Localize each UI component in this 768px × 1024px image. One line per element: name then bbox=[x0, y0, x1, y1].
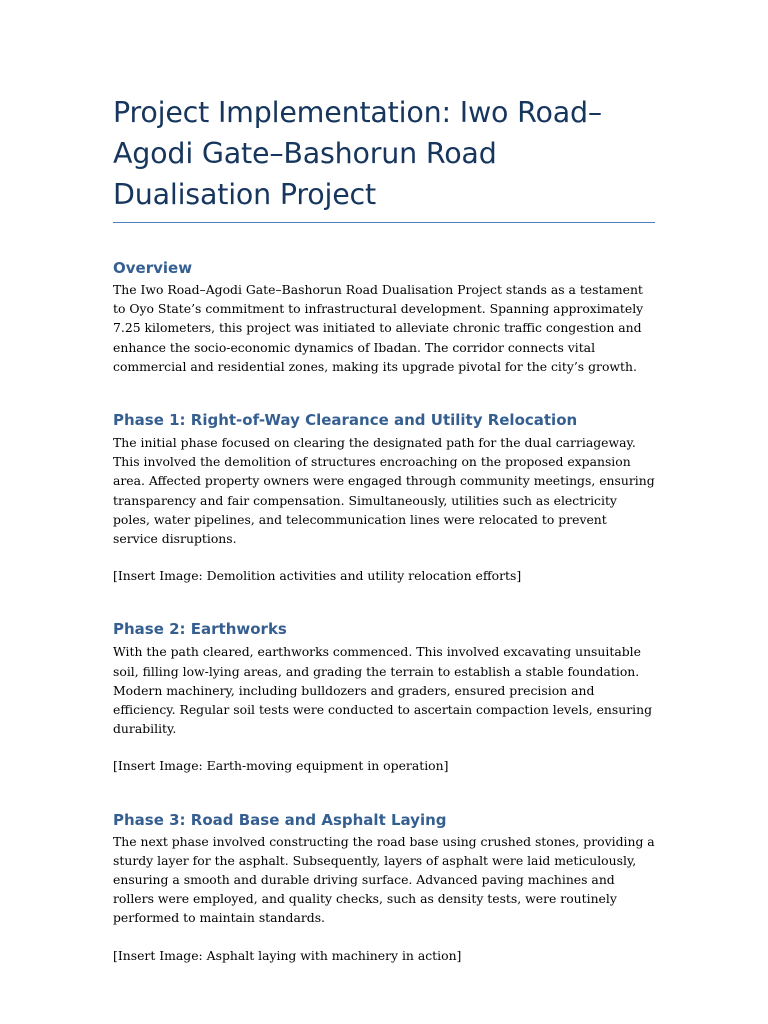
section-heading-overview: Overview bbox=[113, 259, 193, 277]
section-heading-phase-3: Phase 3: Road Base and Asphalt Laying bbox=[113, 810, 447, 829]
section-body-phase-1: The initial phase focused on clearing the designated path for the dual carriageway. This involved the demolition of structures encroaching on the proposed expansion area. Affected property owners were engaged through community meetings, ensuring transparency and fair compensation. Simultaneously, utilities such as electricity poles, water pipelines, and telecommunication lines were relocated to prevent service disruptions. bbox=[113, 435, 655, 547]
section-body-phase-3: The next phase involved constructing the road base using crushed stones, providing a sturdy layer for the asphalt. Subsequently, layers of asphalt were laid meticulously, ensuring a smooth and durable driving surface. Advanced paving machines and rollers were employed, and quality checks, such as density tests, were routinely performed to maintain standards. bbox=[113, 833, 655, 926]
section-body-phase-2: With the path cleared, earthworks commenced. This involved excavating unsuitable soil, filling low-lying areas, and grading the terrain to establish a stable foundation. Modern machinery, including bulldozers and graders, ensured precision and efficiency. Regular soil tests were conducted to ascertain compaction levels, ensuring durability. bbox=[113, 644, 653, 737]
document-page bbox=[113, 92, 655, 965]
image-placeholder-phase-1: [Insert Image: Demolition activities and utility relocation efforts] bbox=[113, 568, 522, 584]
section-body-overview: The Iwo Road–Agodi Gate–Bashorun Road Dualisation Project stands as a testament to Oyo State’s commitment to infrastructural development. Spanning approximately 7.25 kilometers, this project was initiated to alleviate chronic traffic congestion and enhance the socio-economic dynamics of Ibadan. The corridor connects vital commercial and residential zones, making its upgrade pivotal for the city’s growth. bbox=[113, 282, 644, 374]
image-placeholder-phase-2: [Insert Image: Earth-moving equipment in operation] bbox=[113, 758, 449, 774]
image-placeholder-phase-3: [Insert Image: Asphalt laying with machinery in action] bbox=[113, 947, 462, 963]
section-heading-phase-2: Phase 2: Earthworks bbox=[113, 620, 287, 639]
document-title: Project Implementation: Iwo Road–Agodi Gate–Bashorun Road Dualisation Project bbox=[113, 92, 655, 223]
section-heading-phase-1: Phase 1: Right-of-Way Clearance and Utility Relocation bbox=[113, 411, 578, 430]
